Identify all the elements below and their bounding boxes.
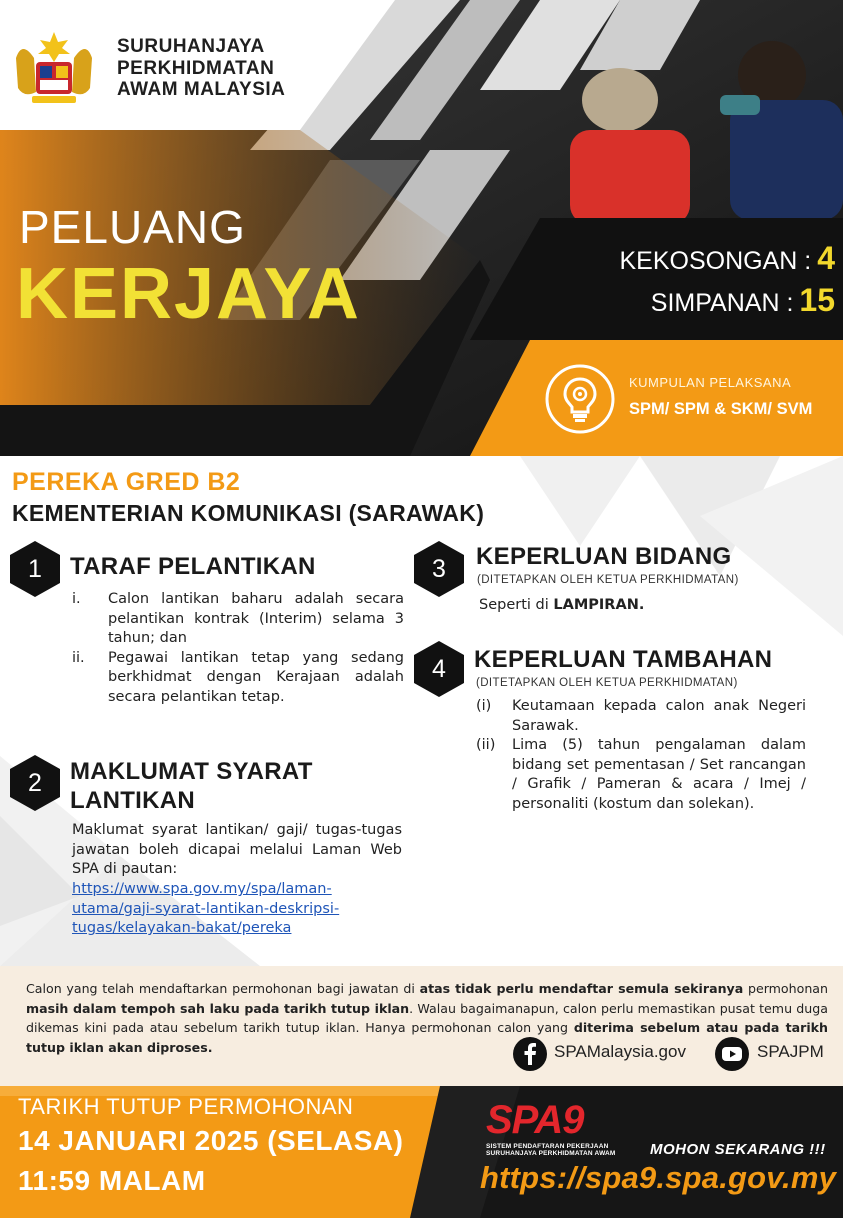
- apply-now-cta[interactable]: MOHON SEKARANG !!!: [650, 1141, 826, 1158]
- section-2-number: 2: [28, 768, 42, 797]
- closing-date: 14 JANUARI 2025 (SELASA): [18, 1125, 404, 1156]
- section-2-badge: [10, 755, 60, 811]
- section-3-badge: [414, 541, 464, 597]
- reserve-label: SIMPANAN :: [650, 289, 794, 317]
- link-line1[interactable]: https://www.spa.gov.my/spa/laman-: [72, 881, 332, 897]
- notice-text: [26, 979, 828, 1057]
- title-peluang: PELUANG: [19, 201, 246, 253]
- vacancy-count-row: [619, 240, 835, 277]
- section-4-subheading: (DITETAPKAN OLEH KETUA PERKHIDMATAN): [476, 677, 738, 689]
- section-2-text: Maklumat syarat lantikan/ gaji/ tugas-tugas jawatan boleh dicapai melalui Laman Web SPA di pautan:: [72, 822, 402, 877]
- closing-date-label: TARIKH TUTUP PERMOHONAN: [18, 1094, 354, 1119]
- section-2-heading-line1: MAKLUMAT SYARAT: [70, 758, 313, 785]
- section-3-text-bold: LAMPIRAN.: [553, 597, 645, 613]
- vacancy-label: KEKOSONGAN :: [619, 247, 812, 275]
- notice-bold-part: diterima sebelum atau pada tarikh tutup iklan akan diproses.: [26, 1020, 828, 1055]
- youtube-icon[interactable]: [714, 1036, 750, 1072]
- list-item: [72, 649, 404, 708]
- notice-part: permohonan: [743, 981, 829, 996]
- section-3-text: [479, 596, 644, 616]
- title-kerjaya: KERJAYA: [16, 254, 361, 334]
- org-name-line2: PERKHIDMATAN: [117, 57, 275, 79]
- list-text: Pegawai lantikan tetap yang sedang berkhidmat dengan Kerajaan adalah secara pelantikan tetap.: [108, 649, 404, 705]
- list-text: Keutamaan kepada calon anak Negeri Sarawak.: [512, 698, 806, 734]
- government-crest-logo: [10, 28, 98, 108]
- section-4-heading: KEPERLUAN TAMBAHAN: [474, 646, 773, 673]
- list-item: [72, 590, 404, 649]
- spa9-logo-subtitle: SISTEM PENDAFTARAN PEKERJAAN SURUHANJAYA PERKHIDMATAN AWAM: [486, 1143, 616, 1157]
- section-3-number: 3: [432, 554, 446, 583]
- group-label: KUMPULAN PELAKSANA: [629, 375, 792, 390]
- notice-bold-part: masih dalam tempoh sah laku pada tarikh tutup iklan: [26, 1000, 410, 1016]
- section-2-heading-line2: LANTIKAN: [70, 787, 196, 814]
- notice-bold-part: atas tidak perlu mendaftar semula sekiranya: [419, 981, 744, 996]
- org-name-line1: SURUHANJAYA: [117, 36, 265, 57]
- notice-part: . Walau bagaimanapun, calon perlu memastikan pusat temu duga dikemas kini pada atau sebelum tarikh tutup iklan. Hanya permohonan calon yang: [26, 1000, 828, 1035]
- list-marker: (ii): [476, 737, 496, 753]
- section-3-subheading: (DITETAPKAN OLEH KETUA PERKHIDMATAN): [477, 574, 739, 586]
- organisation-name: [117, 36, 327, 101]
- section-4-number: 4: [432, 654, 446, 683]
- list-marker: i.: [72, 591, 81, 607]
- spa9-logo: SPA9: [486, 1098, 584, 1142]
- list-text: Calon lantikan baharu adalah secara pelantikan kontrak (Interim) selama 3 tahun; dan: [108, 591, 404, 646]
- reserve-value: 15: [799, 282, 835, 318]
- org-name-line3: AWAM MALAYSIA: [117, 79, 286, 100]
- section-1-heading: TARAF PELANTIKAN: [70, 553, 316, 580]
- section-2-heading: [70, 757, 313, 815]
- list-marker: (i): [476, 698, 492, 714]
- youtube-handle[interactable]: SPAJPM: [757, 1042, 824, 1061]
- job-title: PEREKA GRED B2: [12, 468, 241, 496]
- ministry-name: KEMENTERIAN KOMUNIKASI (SARAWAK): [12, 500, 485, 526]
- closing-time: 11:59 MALAM: [18, 1165, 206, 1196]
- section-1-number: 1: [28, 554, 42, 583]
- link-line2[interactable]: utama/gaji-syarat-lantikan-deskripsi-: [72, 900, 340, 917]
- list-item: [476, 697, 806, 736]
- link-line3[interactable]: tugas/kelayakan-bakat/pereka: [72, 920, 292, 936]
- section-4-badge: [414, 641, 464, 697]
- facebook-icon[interactable]: [512, 1036, 548, 1072]
- section-1-badge: [10, 541, 60, 597]
- lightbulb-gear-icon: [544, 363, 616, 435]
- application-url[interactable]: https://spa9.spa.gov.my: [480, 1160, 837, 1195]
- list-marker: ii.: [72, 649, 85, 666]
- facebook-handle[interactable]: SPAMalaysia.gov: [554, 1042, 686, 1061]
- section-3-text-pre: Seperti di: [479, 597, 554, 613]
- group-value: SPM/ SPM & SKM/ SVM: [629, 400, 813, 418]
- section-4-list: [476, 697, 806, 814]
- list-item: [476, 736, 806, 814]
- list-text: Lima (5) tahun pengalaman dalam bidang set pementasan / Set rancangan / Grafik / Pameran & acara / Imej / personaliti (kostum dan solekan).: [512, 737, 806, 812]
- section-1-list: [72, 590, 404, 707]
- notice-part: Calon yang telah mendaftarkan permohonan bagi jawatan di: [26, 981, 420, 996]
- hero-banner: [0, 0, 843, 456]
- reserve-count-row: [651, 282, 835, 319]
- vacancy-value: 4: [817, 240, 835, 276]
- section-3-heading: KEPERLUAN BIDANG: [476, 543, 732, 570]
- salary-info-link[interactable]: [72, 880, 412, 939]
